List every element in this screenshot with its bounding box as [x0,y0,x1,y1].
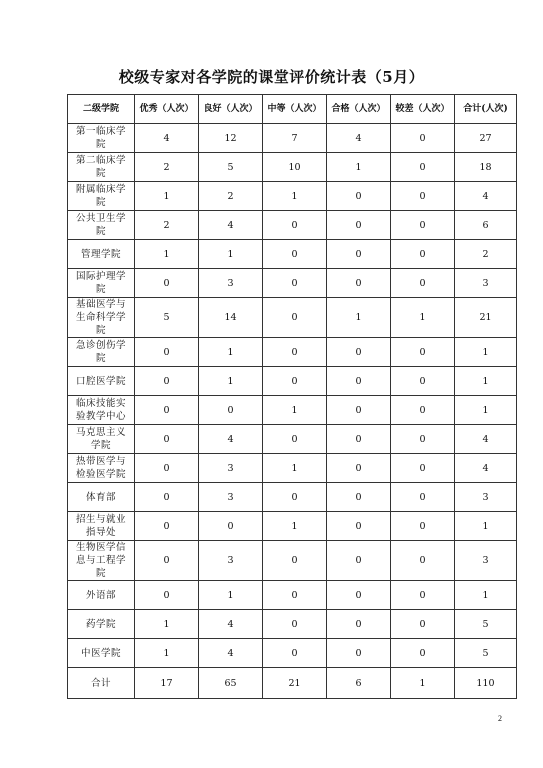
medium-cell: 1 [263,512,327,541]
college-name-cell: 急诊创伤学院 [68,338,135,367]
row-total-cell: 4 [455,425,517,454]
pass-cell: 0 [327,182,391,211]
header-total: 合计(人次) [455,95,517,124]
good-cell: 3 [199,541,263,581]
college-name-cell: 临床技能实验教学中心 [68,396,135,425]
total-row [68,668,517,699]
table-row [68,396,517,425]
college-name-cell: 国际护理学院 [68,269,135,298]
pass-cell: 0 [327,211,391,240]
total-label: 合计 [68,668,135,699]
row-total-cell: 3 [455,483,517,512]
excellent-cell: 2 [135,153,199,182]
excellent-cell: 17 [135,668,199,699]
excellent-cell: 1 [135,639,199,668]
poor-cell: 0 [391,124,455,153]
pass-cell: 0 [327,240,391,269]
poor-cell: 0 [391,182,455,211]
table-row [68,610,517,639]
good-cell: 0 [199,396,263,425]
poor-cell: 0 [391,541,455,581]
good-cell: 4 [199,639,263,668]
header-good: 良好（人次） [199,95,263,124]
college-name-cell: 公共卫生学院 [68,211,135,240]
row-total-cell: 6 [455,211,517,240]
poor-cell: 1 [391,668,455,699]
college-name-cell: 中医学院 [68,639,135,668]
college-name-cell: 招生与就业指导处 [68,512,135,541]
table-row [68,182,517,211]
pass-cell: 0 [327,541,391,581]
poor-cell: 0 [391,211,455,240]
college-name-cell: 外语部 [68,581,135,610]
table-row [68,338,517,367]
table-header-row [68,95,517,124]
good-cell: 3 [199,454,263,483]
row-total-cell: 27 [455,124,517,153]
college-name-cell: 第二临床学院 [68,153,135,182]
table-row [68,512,517,541]
pass-cell: 0 [327,338,391,367]
row-total-cell: 21 [455,298,517,338]
table-row [68,298,517,338]
medium-cell: 0 [263,298,327,338]
row-total-cell: 1 [455,367,517,396]
pass-cell: 0 [327,269,391,298]
excellent-cell: 0 [135,367,199,396]
medium-cell: 0 [263,610,327,639]
row-total-cell: 3 [455,541,517,581]
medium-cell: 1 [263,454,327,483]
good-cell: 4 [199,610,263,639]
medium-cell: 0 [263,240,327,269]
excellent-cell: 0 [135,338,199,367]
row-total-cell: 2 [455,240,517,269]
medium-cell: 1 [263,182,327,211]
medium-cell: 0 [263,269,327,298]
excellent-cell: 0 [135,396,199,425]
medium-cell: 0 [263,483,327,512]
poor-cell: 0 [391,153,455,182]
table-body [68,124,517,699]
header-pass: 合格（人次） [327,95,391,124]
medium-cell: 0 [263,338,327,367]
table-row [68,240,517,269]
good-cell: 1 [199,367,263,396]
excellent-cell: 0 [135,483,199,512]
page-number: 2 [498,714,502,723]
poor-cell: 1 [391,298,455,338]
pass-cell: 0 [327,396,391,425]
row-total-cell: 1 [455,396,517,425]
table-row [68,639,517,668]
pass-cell: 0 [327,512,391,541]
page-title: 校级专家对各学院的课堂评价统计表（5月） [118,68,425,86]
pass-cell: 1 [327,298,391,338]
college-name-cell: 附属临床学院 [68,182,135,211]
poor-cell: 0 [391,610,455,639]
excellent-cell: 2 [135,211,199,240]
pass-cell: 1 [327,153,391,182]
good-cell: 4 [199,211,263,240]
medium-cell: 21 [263,668,327,699]
good-cell: 1 [199,581,263,610]
good-cell: 65 [199,668,263,699]
good-cell: 3 [199,483,263,512]
poor-cell: 0 [391,338,455,367]
excellent-cell: 1 [135,182,199,211]
table-row [68,269,517,298]
pass-cell: 0 [327,425,391,454]
table-row [68,581,517,610]
poor-cell: 0 [391,396,455,425]
table-row [68,124,517,153]
row-total-cell: 4 [455,454,517,483]
good-cell: 5 [199,153,263,182]
excellent-cell: 0 [135,541,199,581]
pass-cell: 0 [327,483,391,512]
evaluation-table [67,94,517,699]
poor-cell: 0 [391,483,455,512]
pass-cell: 4 [327,124,391,153]
college-name-cell: 马克思主义学院 [68,425,135,454]
medium-cell: 0 [263,425,327,454]
poor-cell: 0 [391,269,455,298]
pass-cell: 0 [327,367,391,396]
row-total-cell: 5 [455,639,517,668]
header-excellent: 优秀（人次） [135,95,199,124]
table-row [68,425,517,454]
excellent-cell: 0 [135,581,199,610]
good-cell: 3 [199,269,263,298]
good-cell: 2 [199,182,263,211]
table-row [68,454,517,483]
pass-cell: 0 [327,639,391,668]
pass-cell: 6 [327,668,391,699]
excellent-cell: 0 [135,269,199,298]
row-total-cell: 3 [455,269,517,298]
medium-cell: 0 [263,541,327,581]
medium-cell: 0 [263,211,327,240]
college-name-cell: 基础医学与生命科学学院 [68,298,135,338]
medium-cell: 0 [263,367,327,396]
row-total-cell: 1 [455,581,517,610]
excellent-cell: 1 [135,610,199,639]
good-cell: 0 [199,512,263,541]
table-row [68,483,517,512]
poor-cell: 0 [391,367,455,396]
poor-cell: 0 [391,639,455,668]
pass-cell: 0 [327,581,391,610]
table-row [68,541,517,581]
college-name-cell: 体育部 [68,483,135,512]
medium-cell: 0 [263,639,327,668]
college-name-cell: 药学院 [68,610,135,639]
row-total-cell: 1 [455,512,517,541]
table-row [68,153,517,182]
medium-cell: 0 [263,581,327,610]
medium-cell: 10 [263,153,327,182]
good-cell: 4 [199,425,263,454]
table-row [68,367,517,396]
good-cell: 1 [199,338,263,367]
table-row [68,211,517,240]
good-cell: 14 [199,298,263,338]
header-medium: 中等（人次） [263,95,327,124]
excellent-cell: 0 [135,454,199,483]
row-total-cell: 110 [455,668,517,699]
college-name-cell: 口腔医学院 [68,367,135,396]
excellent-cell: 5 [135,298,199,338]
row-total-cell: 5 [455,610,517,639]
medium-cell: 1 [263,396,327,425]
college-name-cell: 热带医学与检验医学院 [68,454,135,483]
poor-cell: 0 [391,454,455,483]
poor-cell: 0 [391,425,455,454]
excellent-cell: 4 [135,124,199,153]
excellent-cell: 1 [135,240,199,269]
header-college: 二级学院 [68,95,135,124]
poor-cell: 0 [391,581,455,610]
college-name-cell: 生物医学信息与工程学院 [68,541,135,581]
pass-cell: 0 [327,610,391,639]
good-cell: 1 [199,240,263,269]
excellent-cell: 0 [135,425,199,454]
good-cell: 12 [199,124,263,153]
poor-cell: 0 [391,512,455,541]
pass-cell: 0 [327,454,391,483]
college-name-cell: 管理学院 [68,240,135,269]
row-total-cell: 4 [455,182,517,211]
row-total-cell: 1 [455,338,517,367]
medium-cell: 7 [263,124,327,153]
poor-cell: 0 [391,240,455,269]
college-name-cell: 第一临床学院 [68,124,135,153]
row-total-cell: 18 [455,153,517,182]
excellent-cell: 0 [135,512,199,541]
header-poor: 较差（人次） [391,95,455,124]
